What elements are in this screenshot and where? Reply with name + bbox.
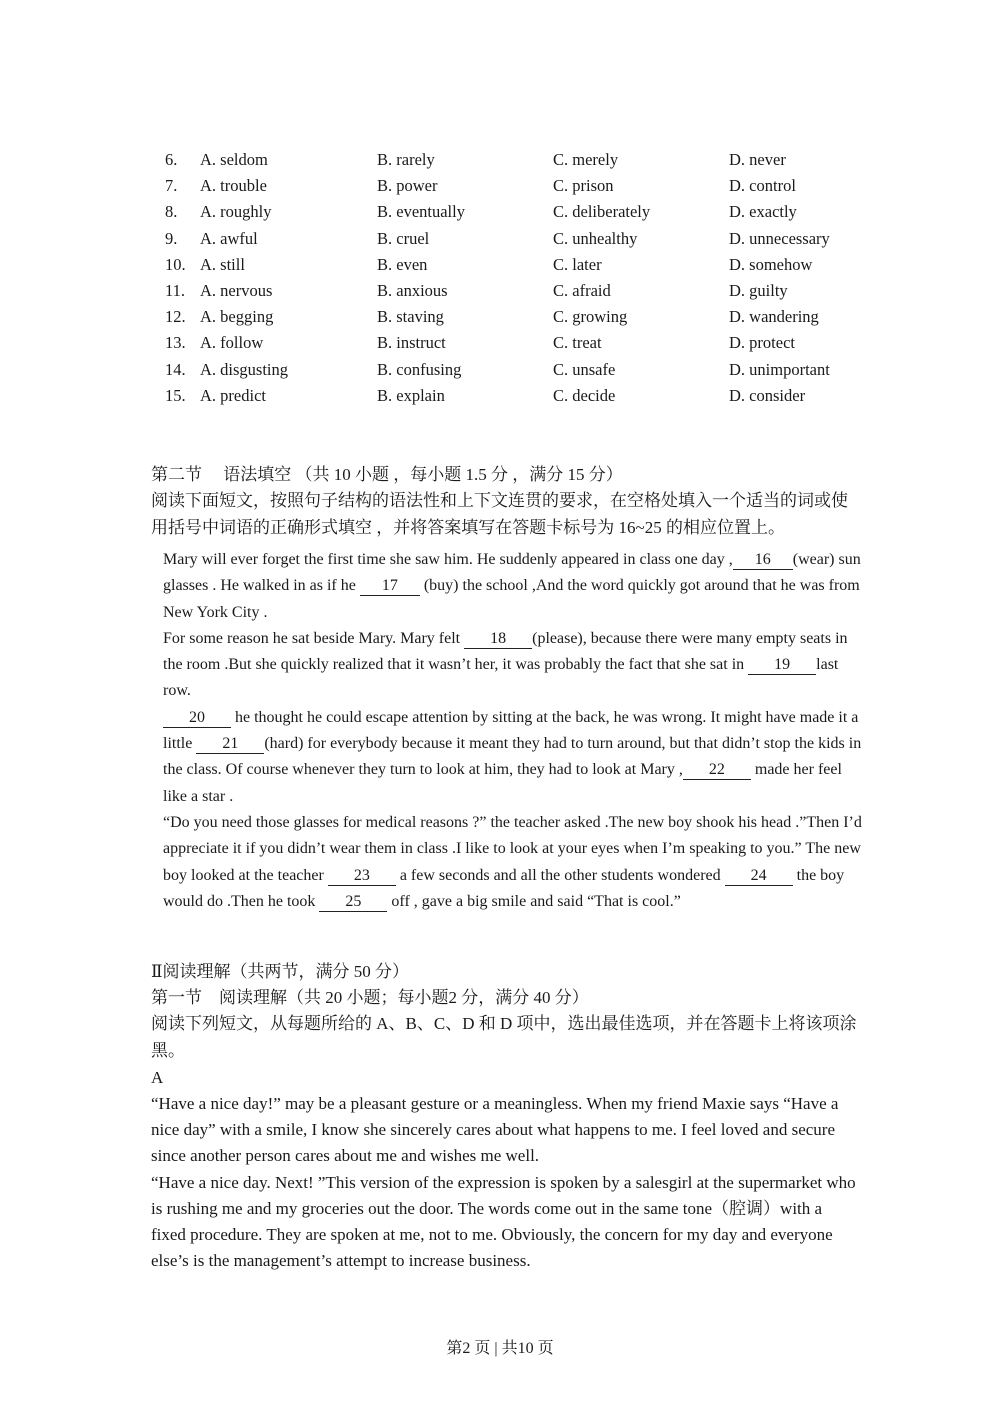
option-row [165,383,885,409]
blank-23: 23 [328,867,396,886]
option-row [165,173,885,199]
option-a: A. begging [200,307,274,327]
reading-paragraph: “Have a nice day. Next! ”This version of the expression is spoken by a salesgirl at the supermarket who is rushing me and my groceries out the door. The words come out in the same tone（腔调）with a fixed procedure. They are spoken at me, not to me. Obviously, the concern for my day and everyone else’s is the management’s attempt to increase business. [151,1172,856,1271]
passage-text: “Do you need those glasses for medical reasons ?” the teacher asked .The new boy shook his head .”Then I’d appreciate it if you didn’t wear them in class .I like to look at your eyes when I’m speaking to you.” The new boy looked at the teacher [163,813,862,884]
option-b: B. anxious [377,280,448,300]
section2-heading: 第二节 语法填空 （共 10 小题 ，每小题 1.5 分 ，满分 15 分） [151,465,623,484]
option-b: B. even [377,254,428,274]
cloze-passage [163,547,863,915]
option-b: B. staving [377,307,444,327]
option-row [165,278,885,304]
option-d: D. consider [729,385,806,405]
question-number: 12. [165,307,186,327]
option-b: B. eventually [377,202,465,222]
option-c: C. deliberately [553,202,651,222]
option-c: C. merely [553,150,619,169]
question-number: 6. [165,150,178,169]
blank-25: 25 [319,893,387,912]
option-a: A. predict [200,385,266,405]
passage-paragraph [163,547,863,626]
option-a: A. follow [200,333,264,353]
part2-heading: Ⅱ阅读理解（共两节，满分 50 分） [151,962,410,981]
reading-passage-a [151,1091,861,1274]
option-c: C. later [553,254,602,274]
option-c: C. treat [553,333,602,353]
question-number: 15. [165,385,186,405]
option-d: D. exactly [729,202,797,222]
passage-text: For some reason he sat beside Mary. Mary felt [163,629,465,647]
question-number: 11. [165,280,186,300]
passage-text: a few seconds and all the other students wondered [395,866,725,884]
passage-text: (please), because there were many empty seats in the room .But she quickly realized that it wasn’t her, it was probably the fact that she sat in [163,629,848,674]
option-row [165,147,885,173]
option-d: D. guilty [729,280,788,300]
option-a: A. disgusting [200,359,289,379]
option-a: A. awful [200,228,258,248]
option-c: C. unhealthy [553,228,638,248]
option-row [165,199,885,225]
question-number: 7. [165,176,178,196]
option-row [165,330,885,356]
part2-subheading: 第一节 阅读理解（共 20 小题；每小题2 分，满分 40 分） [151,988,589,1007]
option-c: C. unsafe [553,359,616,379]
options-table [165,147,885,409]
blank-20: 20 [163,709,231,728]
question-number: 14. [165,359,186,379]
passage-text: the boy would do .Then he took [163,866,845,910]
option-a: A. seldom [200,150,268,169]
option-b: B. cruel [377,228,430,248]
option-d: D. control [729,176,796,196]
passage-text: Mary will ever forget the first time she saw him. He suddenly appeared in class one day , [163,551,733,568]
blank-24: 24 [725,867,793,886]
option-d: D. unimportant [729,359,830,379]
blank-16: 16 [733,551,793,570]
passage-text: (buy) the school ,And the word quickly got around that he was from New York City . [163,577,860,621]
passage-label: A [151,1068,164,1087]
blank-17: 17 [360,577,420,596]
option-row [165,357,885,383]
part2-instruction: 阅读下列短文，从每题所给的 A、B、C、D 和 D 项中，选出最佳选项，并在答题卡上将该项涂黑。 [151,1014,857,1060]
page-footer: 第2 页 | 共10 页 [446,1340,554,1357]
question-number: 8. [165,202,178,222]
passage-paragraph [163,705,863,810]
passage-paragraph [163,626,863,705]
option-d: D. protect [729,333,795,353]
option-d: D. wandering [729,307,819,327]
option-b: B. power [377,176,438,196]
option-row [165,252,885,278]
question-number: 10. [165,254,186,274]
passage-text: off , gave a big smile and said “That is cool.” [387,892,681,910]
option-a: A. roughly [200,202,272,222]
passage-text: last row. [163,656,839,700]
option-c: C. decide [553,385,616,405]
option-b: B. rarely [377,150,435,169]
option-a: A. trouble [200,176,267,196]
option-a: A. still [200,254,245,274]
option-b: B. confusing [377,359,462,379]
passage-paragraph [163,810,863,915]
option-b: B. instruct [377,333,446,353]
option-c: C. growing [553,307,628,327]
passage-text: made her feel like a star . [163,761,842,805]
option-row [165,226,885,252]
option-d: D. never [729,150,786,169]
passage-text: (wear) sun glasses . He walked in as if he [163,551,861,595]
passage-text: (hard) for everybody because it meant they had to turn around, but that didn’t stop the kids in the class. Of course whenever they turn to look at him, they had to look at Mary , [163,735,862,779]
option-row [165,304,885,330]
option-a: A. nervous [200,280,273,300]
option-c: C. afraid [553,280,611,300]
option-c: C. prison [553,176,614,196]
option-b: B. explain [377,385,445,405]
blank-19: 19 [748,656,816,675]
section2-instruction: 阅读下面短文，按照句子结构的语法性和上下文连贯的要求，在空格处填入一个适当的词或使用括号中词语的正确形式填空 ，并将答案填写在答题卡标号为 16~25 的相应位置上。 [151,491,848,537]
question-number: 9. [165,228,178,248]
passage-text: he thought he could escape attention by sitting at the back, he was wrong. It might have made it a little [163,708,859,753]
blank-21: 21 [196,735,264,754]
blank-22: 22 [683,761,751,780]
question-number: 13. [165,333,186,353]
blank-18: 18 [464,630,532,649]
reading-paragraph: “Have a nice day!” may be a pleasant gesture or a meaningless. When my friend Maxie says “Have a nice day” with a smile, I know she sincerely cares about what happens to me. I feel loved and secure since another person cares about me and wishes me well. [151,1094,839,1166]
option-d: D. somehow [729,254,813,274]
option-d: D. unnecessary [729,228,830,248]
